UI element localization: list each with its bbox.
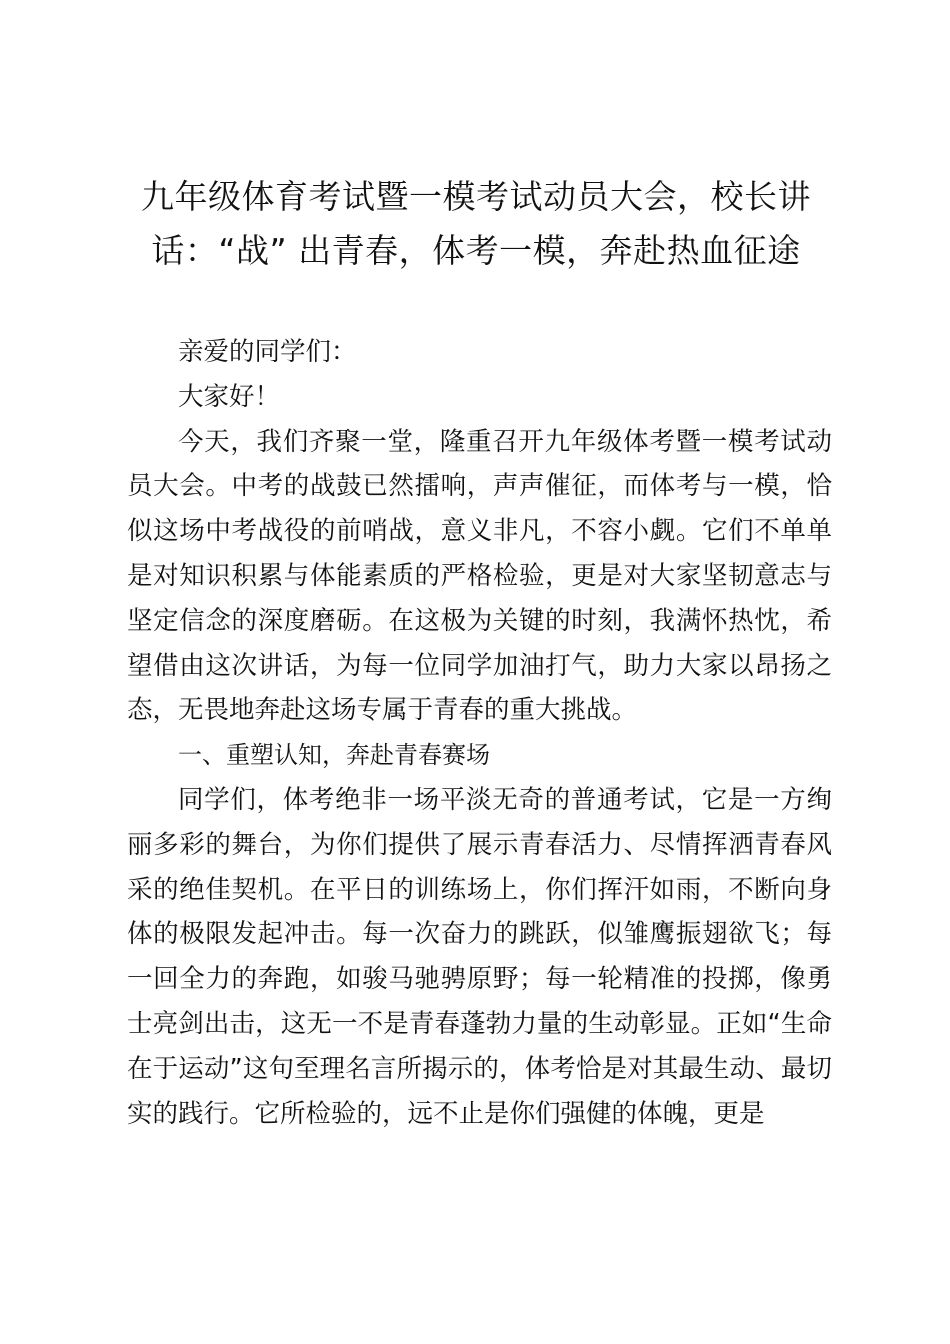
document-body: [127, 330, 832, 1136]
section-heading: 一、重塑认知，奔赴青春赛场: [178, 741, 490, 770]
section-paragraph: 同学们，体考绝非一场平淡无奇的普通考试，它是一方绚丽多彩的舞台，为你们提供了展示青春活力、尽情挥洒青春风采的绝佳契机。在平日的训练场上，你们挥汗如雨，不断向身体的极限发起冲击。每一次奋力的跳跃，似雏鹰振翅欲飞；每一回全力的奔跑，如骏马驰骋原野；每一轮精准的投掷，像勇士亮剑出击，这无一不是青春蓬勃力量的生动彰显。正如“生命在于运动”这句至理名言所揭示的，体考恰是对其最生动、最切实的践行。它所检验的，远不止是你们强健的体魄，更是: [127, 784, 832, 1129]
document-title: 九年级体育考试暨一模考试动员大会，校长讲话：“战” 出青春，体考一模，奔赴热血征途: [141, 177, 811, 270]
greeting: 大家好！: [178, 381, 281, 412]
salutation: 亲爱的同学们：: [178, 337, 357, 367]
intro-paragraph: 今天，我们齐聚一堂，隆重召开九年级体考暨一模考试动员大会。中考的战鼓已然擂响，声声催征，而体考与一模，恰似这场中考战役的前哨战，意义非凡，不容小觑。它们不单单是对知识积累与体能素质的严格检验，更是对大家坚韧意志与坚定信念的深度磨砺。在这极为关键的时刻，我满怀热忱，希望借由这次讲话，为每一位同学加油打气，助力大家以昂扬之态，无畏地奔赴这场专属于青春的重大挑战。: [127, 426, 832, 726]
